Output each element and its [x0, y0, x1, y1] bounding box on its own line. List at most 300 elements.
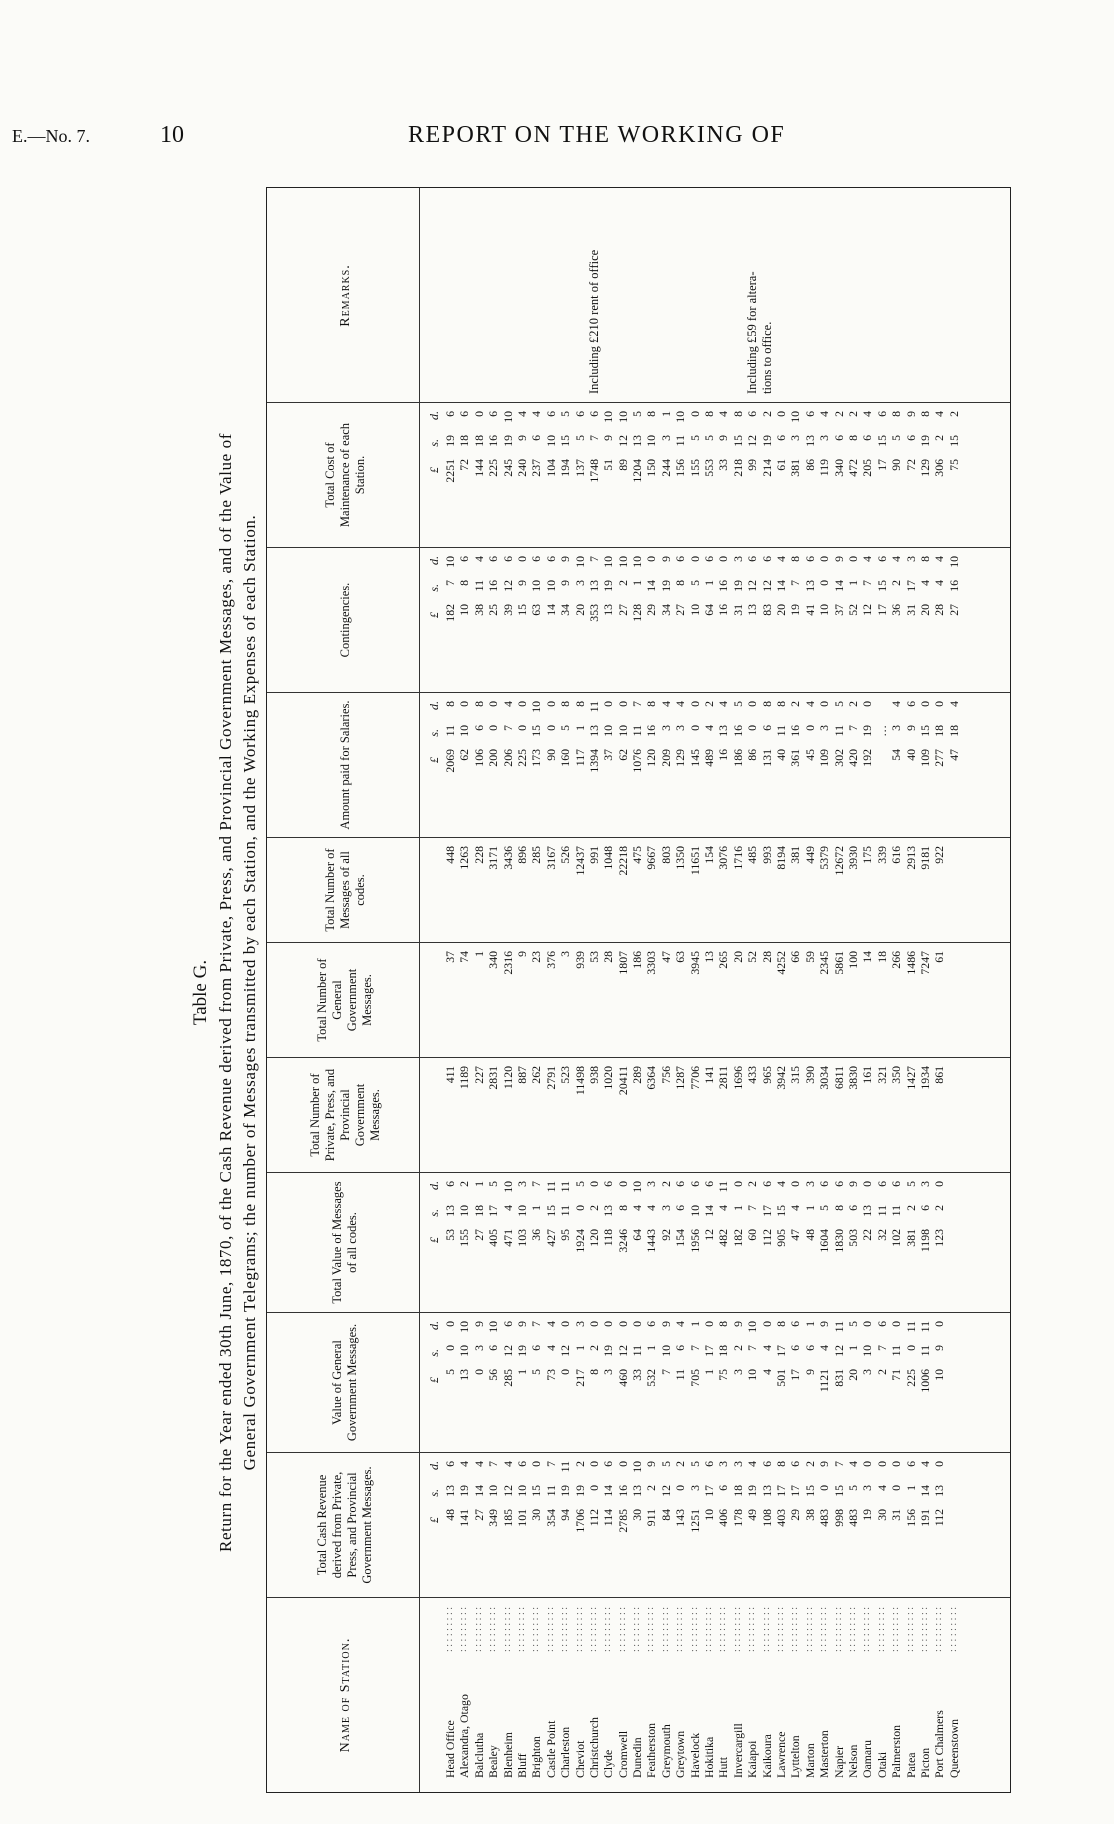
count-cell: 265	[716, 951, 731, 969]
money-cell: 483 5 4	[845, 1461, 860, 1527]
station-name-cell: Greymouth : : : : : : : : : : : : : : : : :	[659, 1598, 673, 1792]
money-cell: 705 7 1	[687, 1321, 702, 1387]
count-cell: 315	[788, 1066, 803, 1084]
station-name-cell: Balclutha : : : : : : : : : : : : : : : : :	[472, 1598, 486, 1792]
money-cell: 205 6 4	[860, 411, 875, 477]
money-cell: 34 19 9	[658, 556, 673, 616]
count-cell: 3303	[644, 951, 659, 975]
money-cell: 54 3 4	[889, 701, 904, 761]
count-cell: 9181	[917, 846, 932, 870]
count-cell: 22218	[615, 846, 630, 876]
money-cell: 237 6 4	[529, 411, 544, 477]
money-cell: 1251 3 5	[687, 1461, 702, 1533]
station-name-cell: Lawrence : : : : : : : : : : : : : : : : :	[774, 1598, 788, 1792]
header-number-all: Total Number of Messages of all codes.	[322, 848, 367, 932]
header-salaries: Amount paid for Salaries.	[337, 700, 352, 830]
money-cell: 141 19 4	[457, 1461, 472, 1527]
money-cell: 178 18 3	[730, 1461, 745, 1527]
money-cell: 277 18 0	[932, 701, 947, 767]
station-name-cell: Cromwell : : : : : : : : : : : : : : : : :	[616, 1598, 630, 1792]
count-cell: 1048	[601, 846, 616, 870]
money-cell: 155 10 2	[457, 1181, 472, 1247]
money-cell: 86 13 6	[802, 411, 817, 471]
money-cell: 173 15 10	[529, 701, 544, 767]
station-name-cell: Charleston : : : : : : : : : : : : : : : : :	[558, 1598, 572, 1792]
station-name-cell: Hokitika : : : : : : : : : : : : : : : : :	[702, 1598, 716, 1792]
money-cell: 20 1 5	[845, 1321, 860, 1381]
money-cell: 10 17 6	[702, 1461, 717, 1521]
money-cell: 154 6 6	[673, 1181, 688, 1247]
column-number-all	[267, 837, 1010, 942]
money-cell: 225 16 6	[486, 411, 501, 477]
count-cell: 1350	[673, 846, 688, 870]
count-cell: 8194	[773, 846, 788, 870]
money-cell: 905 15 4	[773, 1181, 788, 1247]
money-cell: 36 1 7	[529, 1181, 544, 1241]
money-cell: 1 17 0	[702, 1321, 717, 1375]
count-cell: 861	[932, 1066, 947, 1084]
money-cell: 37 14 9	[831, 556, 846, 616]
count-cell: 381	[788, 846, 803, 864]
money-cell: 483 0 9	[817, 1461, 832, 1527]
money-cell: 532 1 6	[644, 1321, 659, 1387]
money-cell: 0 12 0	[558, 1321, 573, 1375]
count-cell: 6364	[644, 1066, 659, 1090]
count-cell: 186	[630, 951, 645, 969]
column-value-all	[267, 1172, 1010, 1312]
count-cell: 1696	[730, 1066, 745, 1090]
money-cell: 20 4 8	[917, 556, 932, 616]
money-cell: 1 19 9	[514, 1321, 529, 1375]
money-cell: 185 12 4	[500, 1461, 515, 1527]
money-cell: 1706 19 2	[572, 1461, 587, 1533]
count-cell: 2316	[500, 951, 515, 975]
money-cell: 5 6 7	[529, 1321, 544, 1375]
money-cell: 150 10 8	[644, 411, 659, 477]
money-cell: 47 4 0	[788, 1181, 803, 1241]
money-cell: 33 9 4	[716, 411, 731, 471]
money-cell: 182 1 0	[730, 1181, 745, 1247]
money-cell: 52 1 0	[845, 556, 860, 616]
money-cell: 5 0 0	[443, 1321, 457, 1375]
money-cell: 32 11 6	[874, 1181, 889, 1241]
money-cell: 62 10 0	[457, 701, 472, 761]
money-cell: 1830 8 6	[831, 1181, 846, 1253]
money-cell: 27 18 1	[471, 1181, 486, 1241]
money-cell: 119 3 4	[817, 411, 832, 477]
money-cell: 156 1 6	[903, 1461, 918, 1527]
money-cell: 94 19 11	[558, 1461, 573, 1521]
count-cell: 9667	[644, 846, 659, 870]
station-name-cell: Oamaru : : : : : : : : : : : : : : : : :	[860, 1598, 874, 1792]
money-cell: 86 0 0	[745, 701, 760, 761]
money-cell: 3246 8 0	[615, 1181, 630, 1253]
money-cell: 14 10 6	[543, 556, 558, 616]
money-cell: 12 7 4	[860, 556, 875, 616]
money-cell: 27 14 4	[471, 1461, 486, 1521]
money-cell: 8 2 0	[586, 1321, 601, 1375]
column-cash-revenue	[267, 1452, 1010, 1597]
money-cell: 73 4 4	[543, 1321, 558, 1381]
units-row: £ s. d.	[427, 411, 441, 473]
count-cell: 289	[630, 1066, 645, 1084]
returns-table	[266, 187, 1011, 1793]
money-cell: 40 9 6	[903, 701, 918, 761]
money-cell: 12 14 6	[702, 1181, 717, 1241]
running-head	[0, 118, 1114, 158]
count-cell: 3436	[500, 846, 515, 870]
money-cell: 83 12 6	[759, 556, 774, 616]
money-cell: 15 9 0	[514, 556, 529, 616]
money-cell: 503 6 9	[845, 1181, 860, 1247]
money-cell: 1748 7 6	[586, 411, 601, 483]
table-title-line-1: Return for the Year ended 30th June, 1870, of the Cash Revenue derived from Private, Press, and Provincial Government Messages, and of the Value of	[216, 433, 235, 1552]
count-cell: 9	[514, 951, 529, 957]
money-cell: 217 1 3	[572, 1321, 587, 1387]
money-cell: 361 16 2	[788, 701, 803, 767]
count-cell: 14	[860, 951, 875, 963]
money-cell: 45 0 4	[802, 701, 817, 761]
header-number-private: Total Number of Private, Press, and Provincial Government Messages.	[307, 1068, 382, 1162]
money-cell: 10 9 0	[932, 1321, 947, 1381]
station-name-cell: Brighton : : : : : : : : : : : : : : : : :	[529, 1598, 543, 1792]
money-cell: 9 6 1	[802, 1321, 817, 1375]
station-name-cell: Queenstown : : : : : : : : : : : : : : : : :	[947, 1598, 961, 1792]
money-cell: 1443 4 3	[644, 1181, 659, 1253]
count-cell: 2831	[486, 1066, 501, 1090]
count-cell: 161	[860, 1066, 875, 1084]
money-cell: …	[874, 725, 889, 737]
column-number-general	[267, 942, 1010, 1057]
money-cell: 30 4 0	[874, 1461, 889, 1521]
money-cell: 64 4 10	[630, 1181, 645, 1241]
money-cell: 62 10 0	[615, 701, 630, 761]
money-cell: 1956 10 6	[687, 1181, 702, 1253]
count-cell: 47	[658, 951, 673, 963]
count-cell: 1189	[457, 1066, 472, 1090]
station-name-cell: Featherston : : : : : : : : : : : : : : : : :	[644, 1598, 658, 1792]
money-cell: 25 16 6	[486, 556, 501, 616]
station-name-cell: Head Office : : : : : : : : : : : : : : : : :	[443, 1598, 457, 1792]
station-name-cell: Dunedin : : : : : : : : : : : : : : : : :	[630, 1598, 644, 1792]
station-name-cell: Masterton : : : : : : : : : : : : : : : : :	[817, 1598, 831, 1792]
header-value-all: Total Value of Messages of all codes.	[330, 1181, 359, 1304]
station-name-cell: Bluff : : : : : : : : : : : : : : : : :	[515, 1598, 529, 1792]
count-cell: 141	[702, 1066, 717, 1084]
station-name-cell: Bealey : : : : : : : : : : : : : : : : :	[486, 1598, 500, 1792]
money-cell: 112 13 0	[932, 1461, 947, 1527]
units-row: £ s. d.	[427, 1461, 441, 1523]
column-value-general	[267, 1312, 1010, 1452]
count-cell: 12437	[572, 846, 587, 876]
money-cell: 128 1 10	[630, 556, 645, 622]
count-cell: 2345	[817, 951, 832, 975]
count-cell: 411	[443, 1066, 457, 1084]
station-name-cell: Cheviot : : : : : : : : : : : : : : : : :	[573, 1598, 587, 1792]
station-name-cell: Kaikoura : : : : : : : : : : : : : : : : :	[760, 1598, 774, 1792]
money-cell: 129 19 8	[917, 411, 932, 477]
count-cell: 37	[443, 951, 457, 963]
count-cell: 321	[874, 1066, 889, 1084]
money-cell: 41 13 6	[802, 556, 817, 616]
money-cell: 10 7 10	[745, 1321, 760, 1381]
page-number: 10	[160, 122, 184, 148]
money-cell: 103 10 3	[514, 1181, 529, 1247]
money-cell: 1394 13 11	[586, 701, 601, 773]
header-value-general: Value of General Government Messages.	[330, 1323, 359, 1442]
station-name-cell: Clyde : : : : : : : : : : : : : : : : :	[601, 1598, 615, 1792]
count-cell: 1020	[601, 1066, 616, 1090]
count-cell	[947, 943, 961, 1057]
count-cell: 339	[874, 846, 889, 864]
money-cell: 340 6 2	[831, 411, 846, 477]
money-cell: 2251 19 6	[443, 411, 457, 483]
count-cell: 262	[529, 1066, 544, 1084]
count-cell: 340	[486, 951, 501, 969]
count-cell: 1807	[615, 951, 630, 975]
money-cell: 22 13 0	[860, 1181, 875, 1241]
count-cell: 228	[471, 846, 486, 864]
document-reference: E.—No. 7.	[12, 126, 90, 146]
count-cell: 20411	[615, 1066, 630, 1096]
money-cell: 144 18 0	[471, 411, 486, 477]
count-cell	[947, 1058, 961, 1172]
station-name-cell: Port Chalmers : : : : : : : : : : : : : : : : :	[932, 1598, 946, 1792]
count-cell: 7247	[917, 951, 932, 975]
money-cell: 37 10 0	[601, 701, 616, 761]
count-cell: 449	[802, 846, 817, 864]
money-cell: 34 9 9	[558, 556, 573, 616]
money-cell: 30 15 0	[529, 1461, 544, 1521]
money-cell: 381 3 10	[788, 411, 803, 477]
money-cell: 420 7 2	[845, 701, 860, 767]
money-cell: 20 14 4	[773, 556, 788, 616]
header-number-general: Total Number of General Government Messages.	[315, 958, 374, 1042]
remark-kaiapoi-line-1: Including £59 for altera-	[745, 271, 759, 394]
table-title-line-2: General Government Telegrams; the number of Messages transmitted by each Station, and the Working Expenses of each Station.	[240, 514, 259, 1471]
money-cell: 349 10 7	[486, 1461, 501, 1527]
money-cell: 831 12 11	[831, 1321, 846, 1387]
money-cell: 10 5 0	[687, 556, 702, 616]
money-cell: 92 3 2	[658, 1181, 673, 1241]
money-cell: 489 4 2	[702, 701, 717, 767]
money-cell: 192 19 0	[860, 701, 875, 767]
money-cell: 0 3 9	[471, 1321, 486, 1375]
money-cell: 553 5 8	[702, 411, 717, 477]
station-name-cell: Blenheim : : : : : : : : : : : : : : : : :	[501, 1598, 515, 1792]
money-cell: 38 11 4	[471, 556, 486, 616]
count-cell: 523	[558, 1066, 573, 1084]
station-name-cell: Alexandra, Otago : : : : : : : : : : : : : : : : :	[457, 1598, 471, 1792]
count-cell: 1716	[730, 846, 745, 870]
money-cell: 27 16 10	[946, 556, 961, 616]
money-cell: 114 14 6	[601, 1461, 616, 1527]
count-cell: 1120	[500, 1066, 515, 1090]
column-maintenance	[267, 402, 1010, 547]
money-cell: 36 2 4	[889, 556, 904, 616]
money-cell: 19 7 8	[788, 556, 803, 616]
money-cell: 17 6 6	[788, 1321, 803, 1381]
count-cell: 175	[860, 846, 875, 864]
count-cell: 28	[601, 951, 616, 963]
money-cell: 482 4 11	[716, 1181, 731, 1247]
count-cell: 12672	[831, 846, 846, 876]
money-cell: 156 11 10	[673, 411, 688, 477]
money-cell: 95 11 11	[558, 1181, 573, 1241]
money-cell: 155 5 0	[687, 411, 702, 477]
money-cell: 7 10 9	[658, 1321, 673, 1375]
money-cell: 209 3 4	[658, 701, 673, 767]
money-cell: 3 19 0	[601, 1321, 616, 1375]
units-row: £ s. d.	[427, 556, 441, 618]
running-title: REPORT ON THE WORKING OF	[408, 122, 786, 148]
money-cell: 998 15 7	[831, 1461, 846, 1527]
count-cell: 6811	[831, 1066, 846, 1090]
count-cell: 1934	[917, 1066, 932, 1090]
money-cell: 28 4 4	[932, 556, 947, 616]
money-cell: 194 15 5	[558, 411, 573, 477]
station-name-cell: Patea : : : : : : : : : : : : : : : : :	[904, 1598, 918, 1792]
count-cell: 74	[457, 951, 472, 963]
money-cell: 1924 0 5	[572, 1181, 587, 1253]
count-cell: 803	[658, 846, 673, 864]
money-cell: 29 14 0	[644, 556, 659, 616]
money-cell: 31 0 0	[889, 1461, 904, 1521]
money-cell: 61 6 0	[773, 411, 788, 471]
header-cash-revenue: Total Cash Revenue derived from Private, Press, and Provincial Government Messages.	[315, 1466, 374, 1584]
station-name-cell: Napier : : : : : : : : : : : : : : : : :	[832, 1598, 846, 1792]
count-cell: 3034	[817, 1066, 832, 1090]
money-cell: 30 13 10	[630, 1461, 645, 1521]
count-cell: 61	[932, 951, 947, 963]
money-cell: 112 17 6	[759, 1181, 774, 1247]
count-cell: 20	[730, 951, 745, 963]
count-cell	[947, 838, 961, 942]
count-cell: 526	[558, 846, 573, 864]
count-cell: 3076	[716, 846, 731, 870]
money-cell: 19 3 0	[860, 1461, 875, 1521]
count-cell: 1486	[903, 951, 918, 975]
count-cell: 390	[802, 1066, 817, 1084]
count-cell: 7706	[687, 1066, 702, 1090]
station-name-cell: Castle Point : : : : : : : : : : : : : : : : :	[544, 1598, 558, 1792]
money-cell: 306 2 4	[932, 411, 947, 477]
count-cell: 939	[572, 951, 587, 969]
money-cell: 911 2 9	[644, 1461, 659, 1527]
money-cell: 104 10 6	[543, 411, 558, 477]
count-cell: 3945	[687, 951, 702, 975]
money-cell: 29 17 6	[788, 1461, 803, 1521]
count-cell: 227	[471, 1066, 486, 1084]
money-cell: 354 11 7	[543, 1461, 558, 1527]
money-cell: 16 13 4	[716, 701, 731, 761]
money-cell: 10 8 6	[457, 556, 472, 616]
money-cell: 206 7 4	[500, 701, 515, 767]
money-cell: 137 5 6	[572, 411, 587, 477]
table-caption	[188, 175, 262, 1810]
column-salaries	[267, 692, 1010, 837]
money-cell: 244 3 1	[658, 411, 673, 477]
column-contingencies	[267, 547, 1010, 692]
money-cell: 460 12 0	[615, 1321, 630, 1387]
money-cell: 13 19 10	[601, 556, 616, 616]
money-cell: 225 0 11	[903, 1321, 918, 1387]
money-cell: 427 15 11	[543, 1181, 558, 1247]
rotated-table-block	[188, 175, 1013, 1810]
count-cell: 3	[558, 951, 573, 957]
count-cell: 887	[514, 1066, 529, 1084]
count-cell: 266	[889, 951, 904, 969]
money-cell: 60 7 2	[745, 1181, 760, 1241]
count-cell: 2811	[716, 1066, 731, 1090]
count-cell: 991	[586, 846, 601, 864]
money-cell: 63 10 6	[529, 556, 544, 616]
money-cell: 145 0 0	[687, 701, 702, 767]
money-cell: 405 17 5	[486, 1181, 501, 1247]
money-cell: 2 7 6	[874, 1321, 889, 1375]
money-cell: 89 12 10	[615, 411, 630, 471]
money-cell: 3 10 0	[860, 1321, 875, 1375]
units-row: £ s. d.	[427, 1181, 441, 1243]
count-cell: 1427	[903, 1066, 918, 1090]
units-row: £ s. d.	[427, 701, 441, 763]
money-cell: 75 18 8	[716, 1321, 731, 1381]
money-cell: 84 12 5	[658, 1461, 673, 1521]
count-cell: 18	[874, 951, 889, 963]
count-cell: 59	[802, 951, 817, 963]
money-cell: 1006 11 11	[917, 1321, 932, 1393]
money-cell: 186 16 5	[730, 701, 745, 767]
money-cell: 49 19 4	[745, 1461, 760, 1521]
remark-kaiapoi-line-2: tions to office.	[760, 321, 774, 394]
station-name-cell: Otaki : : : : : : : : : : : : : : : : :	[875, 1598, 889, 1792]
count-cell: 52	[745, 951, 760, 963]
money-cell: 218 15 8	[730, 411, 745, 477]
money-cell	[947, 1173, 961, 1312]
money-cell: 302 11 5	[831, 701, 846, 767]
count-cell: 1263	[457, 846, 472, 870]
count-cell: 63	[673, 951, 688, 963]
money-cell: 53 13 6	[443, 1181, 457, 1241]
count-cell: 13	[702, 951, 717, 963]
money-cell: 118 13 6	[601, 1181, 616, 1247]
header-remarks: Remarks.	[337, 264, 353, 327]
count-cell: 2791	[543, 1066, 558, 1090]
table-label: Table G.	[190, 959, 211, 1026]
count-cell: 23	[529, 951, 544, 963]
money-cell: 191 14 4	[917, 1461, 932, 1527]
money-cell: 17 15 6	[874, 556, 889, 616]
station-name-cell: Kaiapoi : : : : : : : : : : : : : : : : :	[745, 1598, 759, 1792]
money-cell: 47 18 4	[946, 701, 961, 761]
money-cell: 17 15 6	[874, 411, 889, 471]
money-cell: 2785 16 0	[615, 1461, 630, 1533]
money-cell: 90 5 8	[889, 411, 904, 471]
count-cell: 376	[543, 951, 558, 969]
money-cell: 71 11 0	[889, 1321, 904, 1381]
station-name-cell: Hutt : : : : : : : : : : : : : : : : :	[716, 1598, 730, 1792]
money-cell: 1604 5 6	[817, 1181, 832, 1253]
money-cell: 109 3 0	[817, 701, 832, 767]
money-cell: 40 11 8	[773, 701, 788, 761]
money-cell: 143 0 2	[673, 1461, 688, 1527]
money-cell: 56 6 10	[486, 1321, 501, 1381]
money-cell	[947, 1453, 961, 1597]
money-cell: 471 4 10	[500, 1181, 515, 1247]
money-cell: 501 17 8	[773, 1321, 788, 1387]
money-cell: 33 11 0	[630, 1321, 645, 1381]
remark-christchurch: Including £210 rent of office	[587, 249, 601, 394]
